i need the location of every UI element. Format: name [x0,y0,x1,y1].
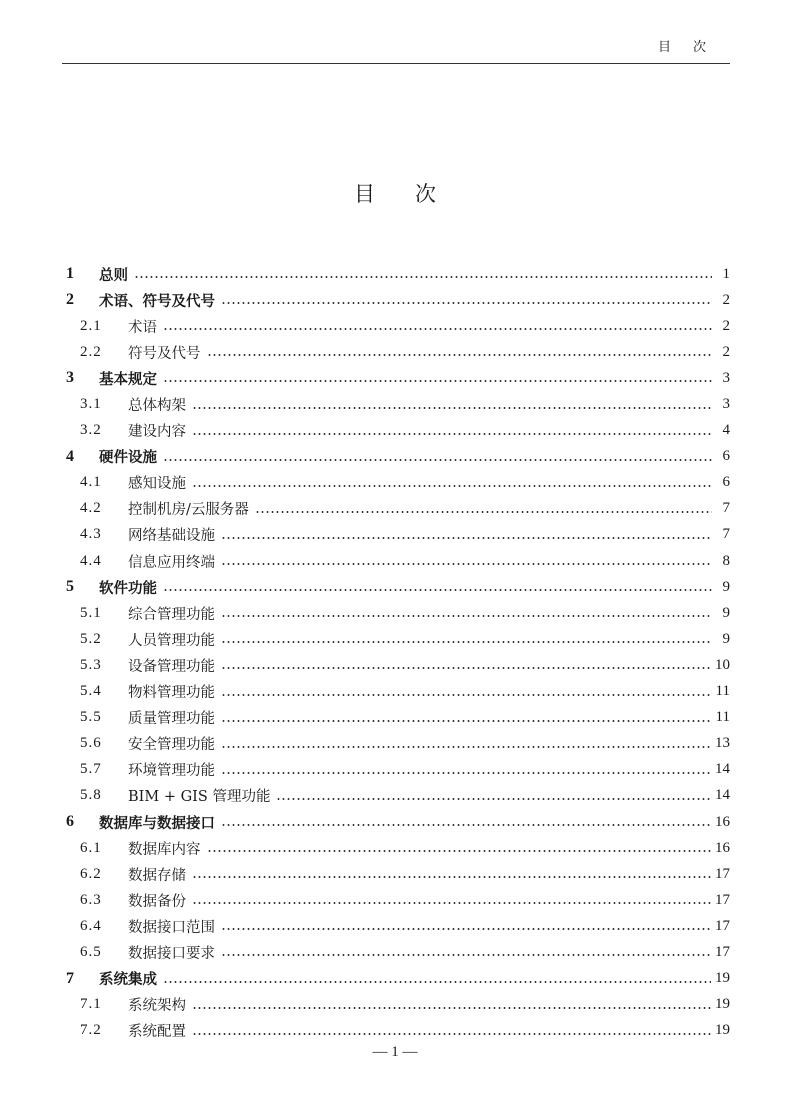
dot-leader [221,693,712,697]
toc-entry-title: 综合管理功能 [128,606,215,623]
dot-leader [192,901,711,905]
toc-entry-title: 系统架构 [128,998,186,1015]
dot-leader [221,301,712,305]
toc-entry-page: 8 [722,552,730,569]
toc-entry-title: 信息应用终端 [128,554,215,571]
toc-entry-page: 19 [715,970,730,987]
toc-entry-title: 术语、符号及代号 [99,293,215,310]
toc-chapter-entry[interactable] [62,966,730,992]
toc-entry-number: 5.5 [80,709,102,726]
toc-entry-page: 7 [722,500,730,517]
toc-chapter-entry[interactable] [62,809,730,835]
dot-leader [221,745,711,749]
toc-entry-page: 13 [715,735,730,752]
toc-entry-title: 质量管理功能 [128,711,215,728]
toc-entry-title: 建设内容 [128,424,186,441]
toc-section-entry[interactable] [62,313,730,339]
toc-entry-number: 7 [66,969,74,987]
toc-entry-number: 6.3 [80,891,102,908]
toc-section-entry[interactable] [62,600,730,626]
toc-entry-page: 6 [722,474,730,491]
toc-entry-page: 9 [722,604,730,621]
dot-leader [221,953,711,957]
toc-entry-page: 2 [722,317,730,334]
header-rule [62,63,730,64]
dot-leader [221,719,712,723]
toc-section-entry[interactable] [62,992,730,1018]
toc-entry-number: 5.3 [80,656,102,673]
toc-entry-title: 物料管理功能 [128,685,215,702]
toc-chapter-entry[interactable] [62,365,730,391]
toc-entry-title: 数据接口范围 [128,919,215,936]
toc-entry-page: 3 [722,369,730,386]
dot-leader [221,771,711,775]
page-title [0,178,790,208]
dot-leader [221,562,712,566]
toc-entry-number: 4 [66,447,74,465]
toc-entry-number: 2.2 [80,343,102,360]
toc-entry-number: 2.1 [80,317,102,334]
toc-entry-number: 5.6 [80,735,102,752]
toc-entry-page: 11 [715,709,730,726]
toc-section-entry[interactable] [62,861,730,887]
toc-entry-page: 19 [715,1022,730,1039]
toc-entry-number: 6.4 [80,917,102,934]
toc-chapter-entry[interactable] [62,444,730,470]
running-header: 目次 [657,40,728,55]
dot-leader [192,875,711,879]
toc-entry-title: 术语 [128,319,157,336]
dot-leader [221,536,712,540]
toc-chapter-entry[interactable] [62,287,730,313]
table-of-contents [62,261,730,1044]
toc-entry-title: 系统配置 [128,1024,186,1041]
dot-leader [192,432,712,436]
dot-leader [163,458,712,462]
dot-leader [192,406,712,410]
dot-leader [221,823,711,827]
toc-entry-number: 4.4 [80,552,102,569]
toc-section-entry[interactable] [62,757,730,783]
toc-entry-page: 17 [715,865,730,882]
toc-section-entry[interactable] [62,391,730,417]
toc-entry-number: 7.1 [80,996,102,1013]
toc-section-entry[interactable] [62,939,730,965]
toc-entry-page: 10 [715,656,730,673]
toc-entry-page: 16 [715,813,730,830]
toc-entry-number: 5 [66,578,74,596]
toc-entry-number: 4.2 [80,500,102,517]
toc-entry-page: 17 [715,917,730,934]
toc-entry-title: 人员管理功能 [128,632,215,649]
toc-entry-page: 6 [722,448,730,465]
toc-entry-title: 数据库与数据接口 [99,815,215,832]
toc-entry-title: 设备管理功能 [128,658,215,675]
toc-entry-page: 9 [722,578,730,595]
toc-entry-page: 1 [722,265,730,282]
toc-entry-page: 17 [715,943,730,960]
toc-entry-title: 数据库内容 [128,841,201,858]
toc-entry-number: 2 [66,291,74,309]
toc-entry-title: 符号及代号 [128,345,201,362]
toc-entry-title: 感知设施 [128,476,186,493]
toc-entry-title: BIM + GIS 管理功能 [128,789,271,806]
dot-leader [221,927,711,931]
toc-entry-page: 4 [722,422,730,439]
toc-entry-title: 网络基础设施 [128,528,215,545]
toc-entry-title: 总则 [99,267,128,284]
toc-entry-title: 基本规定 [99,371,157,388]
toc-entry-number: 3.1 [80,396,102,413]
toc-section-entry[interactable] [62,679,730,705]
dot-leader [163,588,712,592]
toc-entry-number: 3 [66,369,74,387]
dot-leader [221,640,712,644]
toc-entry-page: 2 [722,291,730,308]
toc-section-entry[interactable] [62,470,730,496]
dot-leader [192,1006,711,1010]
dot-leader [221,614,712,618]
toc-section-entry[interactable] [62,548,730,574]
toc-entry-number: 6.5 [80,943,102,960]
toc-section-entry[interactable] [62,887,730,913]
toc-entry-title: 数据接口要求 [128,945,215,962]
toc-section-entry[interactable] [62,1018,730,1044]
page-number: — 1 — [372,1044,418,1060]
dot-leader [255,510,712,514]
dot-leader [207,849,712,853]
toc-section-entry[interactable] [62,783,730,809]
toc-entry-title: 控制机房/云服务器 [128,502,249,519]
toc-section-entry[interactable] [62,652,730,678]
toc-entry-page: 3 [722,396,730,413]
dot-leader [192,1032,711,1036]
dot-leader [221,666,711,670]
toc-entry-title: 系统集成 [99,972,157,989]
dot-leader [207,353,713,357]
toc-entry-page: 7 [722,526,730,543]
toc-entry-number: 5.2 [80,630,102,647]
toc-entry-title: 硬件设施 [99,450,157,467]
toc-entry-number: 5.4 [80,683,102,700]
toc-entry-page: 2 [722,343,730,360]
toc-entry-page: 14 [715,787,730,804]
toc-entry-number: 3.2 [80,422,102,439]
toc-entry-number: 5.8 [80,787,102,804]
dot-leader [163,379,712,383]
toc-entry-number: 5.7 [80,761,102,778]
dot-leader [276,797,711,801]
page-title-text: 目次 [354,182,476,206]
toc-section-entry[interactable] [62,496,730,522]
toc-entry-page: 14 [715,761,730,778]
toc-entry-number: 5.1 [80,604,102,621]
toc-entry-title: 数据存储 [128,867,186,884]
toc-entry-number: 6.1 [80,839,102,856]
toc-section-entry[interactable] [62,339,730,365]
toc-entry-title: 环境管理功能 [128,763,215,780]
toc-entry-page: 17 [715,891,730,908]
toc-section-entry[interactable] [62,418,730,444]
toc-entry-number: 6 [66,813,74,831]
toc-entry-page: 11 [715,683,730,700]
toc-entry-number: 4.3 [80,526,102,543]
toc-entry-title: 总体构架 [128,398,186,415]
dot-leader [134,275,712,279]
toc-chapter-entry[interactable] [62,574,730,600]
toc-section-entry[interactable] [62,835,730,861]
toc-section-entry[interactable] [62,522,730,548]
toc-entry-title: 软件功能 [99,580,157,597]
toc-entry-page: 19 [715,996,730,1013]
dot-leader [163,980,711,984]
dot-leader [192,484,712,488]
toc-entry-number: 1 [66,265,74,283]
toc-section-entry[interactable] [62,705,730,731]
toc-section-entry[interactable] [62,731,730,757]
toc-entry-title: 数据备份 [128,893,186,910]
toc-entry-number: 4.1 [80,474,102,491]
toc-entry-number: 6.2 [80,865,102,882]
toc-entry-number: 7.2 [80,1022,102,1039]
toc-entry-title: 安全管理功能 [128,737,215,754]
dot-leader [163,327,712,331]
toc-entry-page: 16 [715,839,730,856]
toc-chapter-entry[interactable] [62,261,730,287]
toc-section-entry[interactable] [62,626,730,652]
toc-section-entry[interactable] [62,913,730,939]
toc-entry-page: 9 [722,630,730,647]
